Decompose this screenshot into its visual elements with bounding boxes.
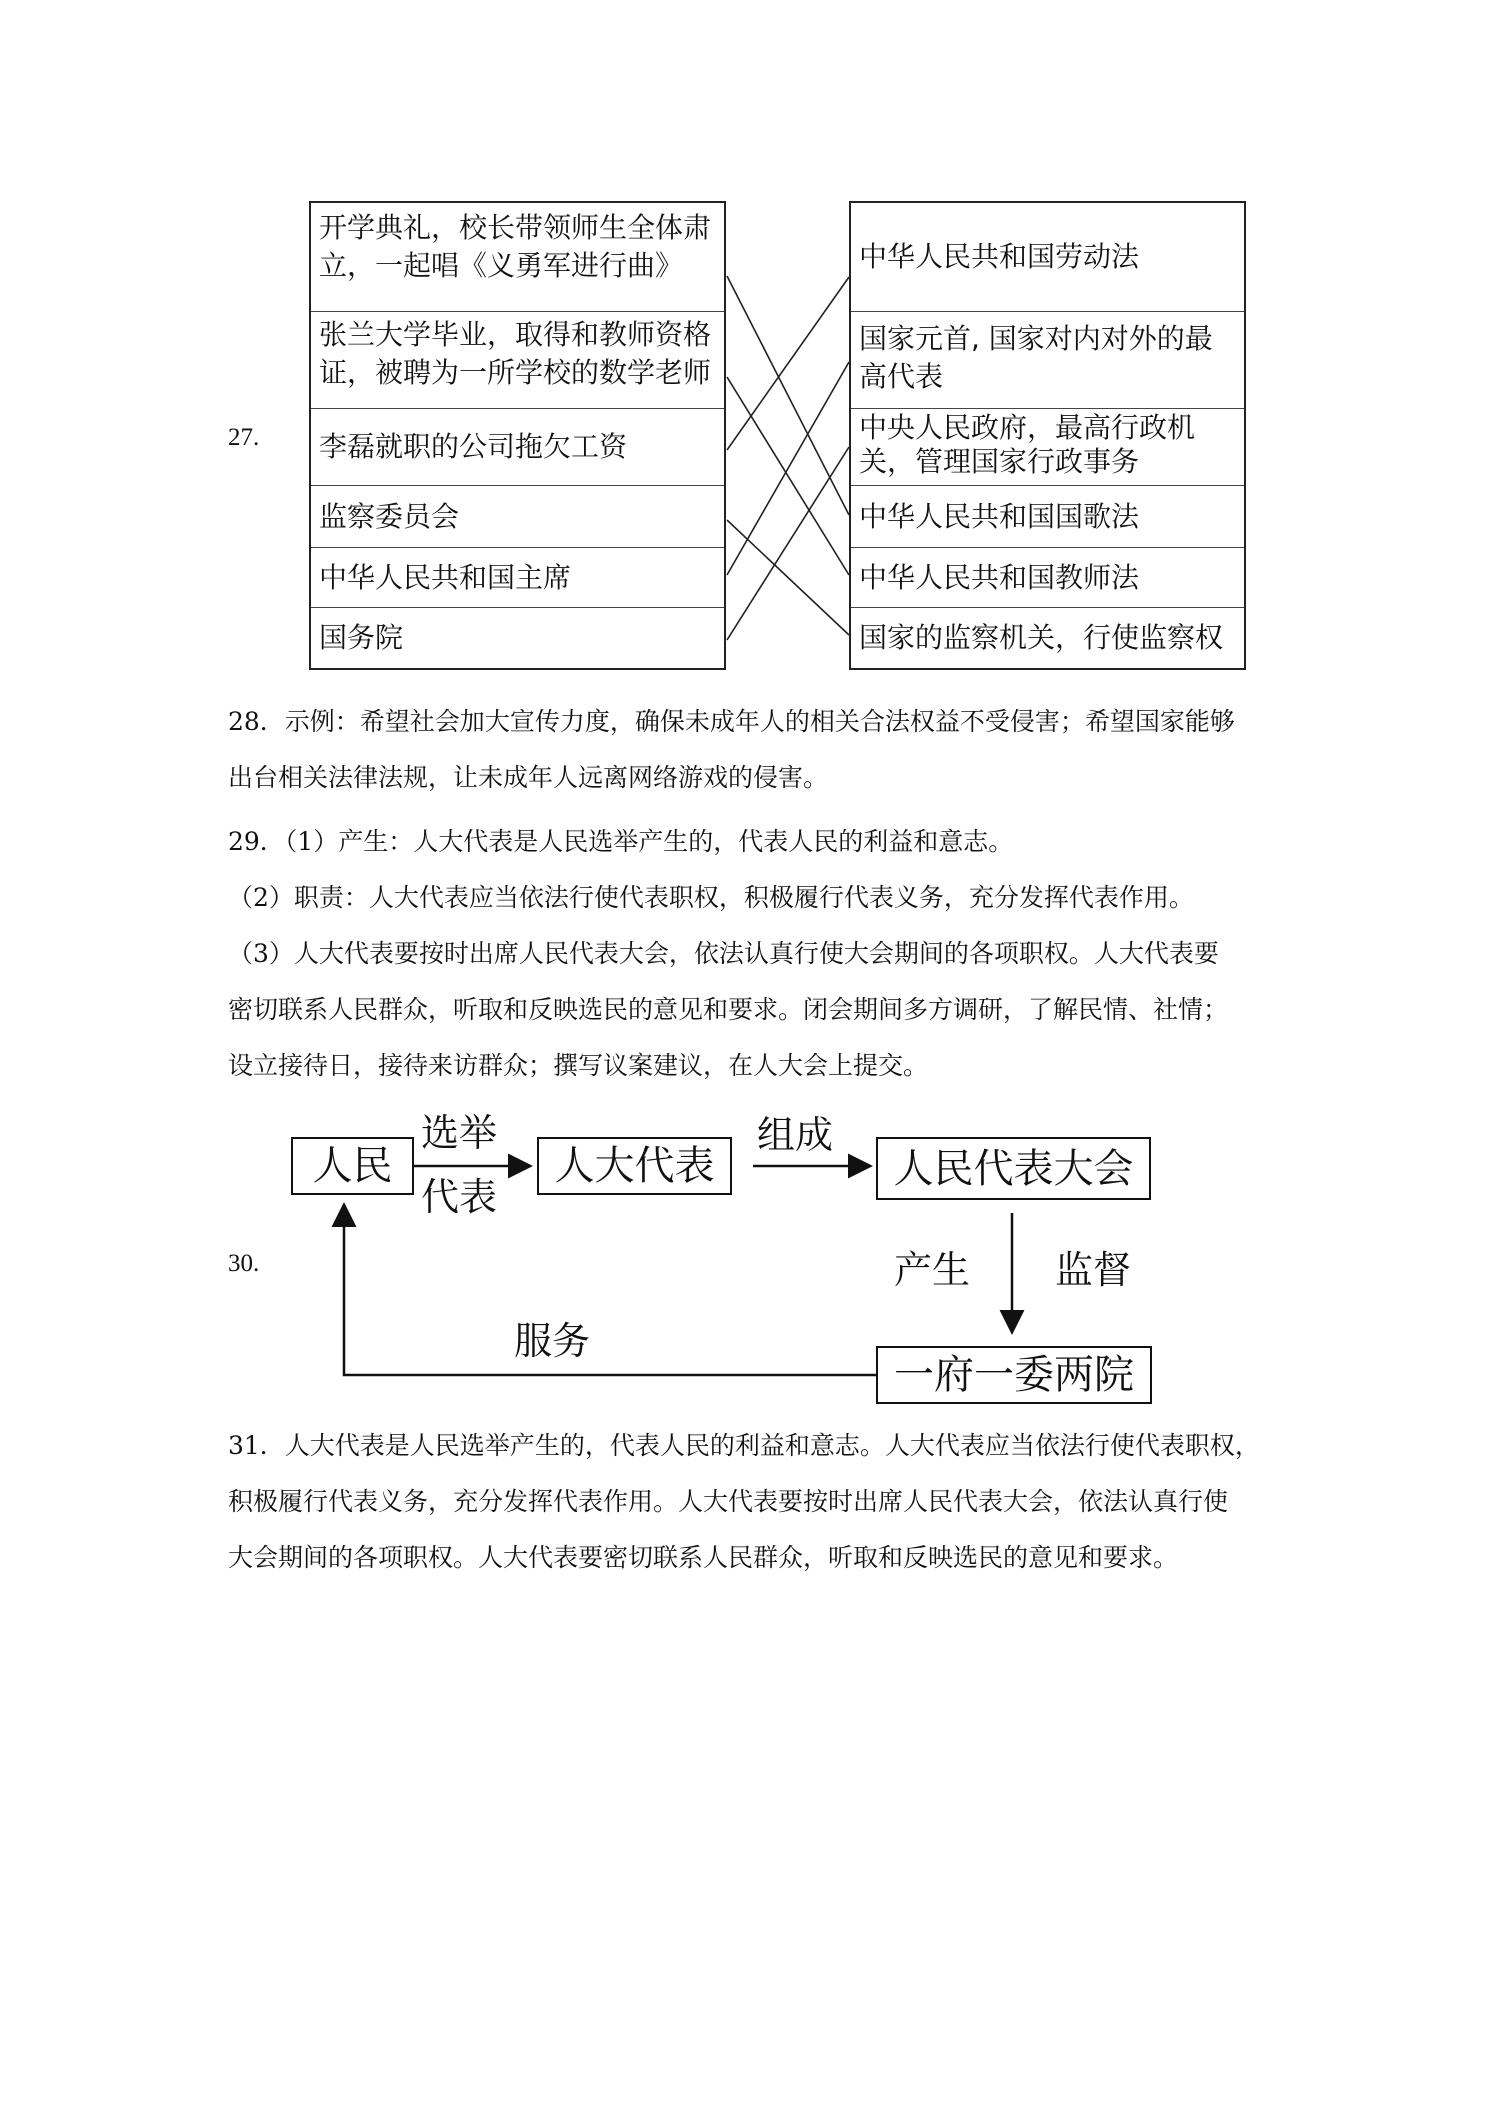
- left-item-3: 监察委员会: [311, 485, 724, 547]
- match-line-1: [727, 377, 849, 575]
- match-line-3: [727, 520, 849, 635]
- q31-line-2: 大会期间的各项职权。人大代表要密切联系人民群众，听取和反映选民的意见和要求。: [228, 1543, 1179, 1572]
- box-congress: 人民代表大会: [876, 1137, 1151, 1200]
- q29-line-3: 密切联系人民群众，听取和反映选民的意见和要求。闭会期间多方调研，了解民情、社情；: [228, 995, 1229, 1024]
- question-29-answer: [228, 814, 1278, 1094]
- left-item-2: 李磊就职的公司拖欠工资: [311, 408, 724, 485]
- box-organs: 一府一委两院: [876, 1346, 1152, 1404]
- match-line-2: [727, 277, 849, 450]
- left-item-5: 国务院: [311, 607, 724, 668]
- arrow-serve: [344, 1207, 876, 1375]
- q28-line-1: 出台相关法律法规，让未成年人远离网络游戏的侵害。: [228, 763, 829, 792]
- match-line-0: [727, 276, 849, 515]
- q28-line-0: 28．示例：希望社会加大宣传力度，确保未成年人的相关合法权益不受侵害；希望国家能够: [228, 707, 1235, 736]
- label-serve: 服务: [514, 1319, 591, 1363]
- box-deputies: 人大代表: [537, 1137, 732, 1195]
- q29-line-4: 设立接待日，接待来访群众；撰写议案建议，在人大会上提交。: [228, 1051, 929, 1080]
- right-item-4: 中华人民共和国教师法: [851, 547, 1244, 607]
- question-27-number: 27.: [228, 424, 260, 451]
- match-line-4: [727, 362, 849, 575]
- right-item-5: 国家的监察机关，行使监察权: [851, 607, 1244, 668]
- question-28-answer: [228, 694, 1278, 806]
- right-item-1: 国家元首, 国家对内对外的最高代表: [851, 311, 1244, 408]
- q31-line-0: 31．人大代表是人民选举产生的，代表人民的利益和意志。人大代表应当依法行使代表职权，: [228, 1431, 1260, 1460]
- question-31-answer: [228, 1418, 1278, 1586]
- left-item-1: 张兰大学毕业，取得和教师资格证，被聘为一所学校的数学老师: [311, 311, 724, 408]
- matching-right-column: [849, 201, 1246, 670]
- q29-line-0: 29．（1）产生：人大代表是人民选举产生的，代表人民的利益和意志。: [228, 827, 1014, 856]
- label-elect: 选举: [421, 1111, 498, 1155]
- question-30-number: 30.: [228, 1250, 260, 1277]
- right-item-3: 中华人民共和国国歌法: [851, 485, 1244, 547]
- q29-line-1: （2）职责：人大代表应当依法行使代表职权，积极履行代表义务，充分发挥代表作用。: [228, 883, 1194, 912]
- label-compose: 组成: [757, 1113, 834, 1157]
- q29-line-2: （3）人大代表要按时出席人民代表大会，依法认真行使大会期间的各项职权。人大代表要: [228, 939, 1219, 968]
- right-item-2: 中央人民政府，最高行政机关，管理国家行政事务: [851, 408, 1244, 485]
- left-item-4: 中华人民共和国主席: [311, 547, 724, 607]
- label-supervise: 监督: [1055, 1248, 1132, 1292]
- label-represent: 代表: [421, 1175, 498, 1219]
- left-item-0: 开学典礼，校长带领师生全体肃立，一起唱《义勇军进行曲》: [319, 211, 712, 282]
- match-line-5: [727, 447, 849, 640]
- label-produce: 产生: [894, 1248, 971, 1292]
- right-item-0: 中华人民共和国劳动法: [859, 240, 1140, 273]
- q31-line-1: 积极履行代表义务，充分发挥代表作用。人大代表要按时出席人民代表大会，依法认真行使: [228, 1487, 1229, 1516]
- box-people: 人民: [291, 1137, 414, 1195]
- matching-left-column: [309, 201, 726, 670]
